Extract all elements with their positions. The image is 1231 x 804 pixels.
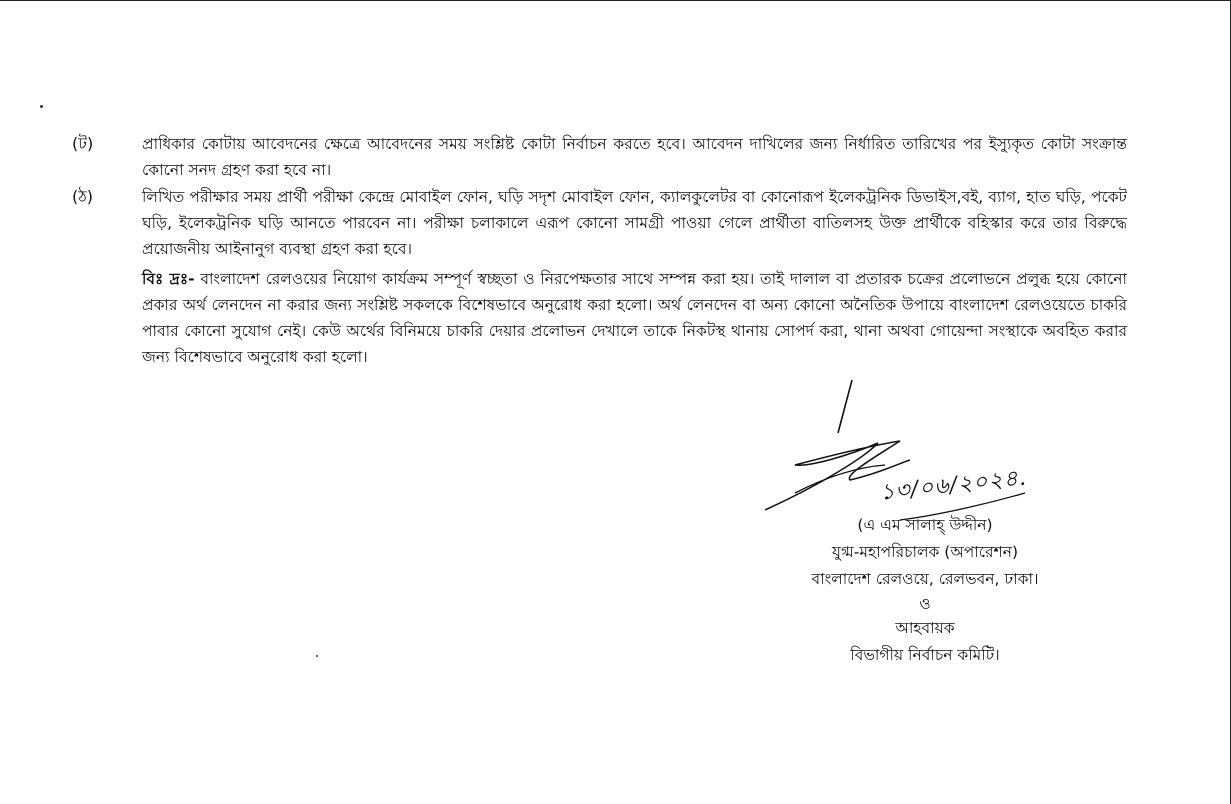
clause-text: প্রাধিকার কোটায় আবেদনের ক্ষেত্রে আবেদনের সময় সংশ্লিষ্ট কোটা নির্বাচন করতে হবে। আবেদন দাখিলের জন্য নির্ধারিত তারিখের পর ইস্যুকৃত কোটা সংক্রান্ত কোনো সনদ গ্রহণ করা হবে না। — [142, 135, 1127, 179]
clause-marker: (ট) — [72, 134, 94, 153]
clause-marker: (ঠ) — [72, 187, 94, 206]
conjunction: ও — [919, 595, 931, 613]
note-text: বাংলাদেশ রেলওয়ের নিয়োগ কার্যক্রম সম্পূর্ণ স্বচ্ছতা ও নিরপেক্ষতার সাথে সম্পন্ন করা হয়। তাই দালাল বা প্রতারক চক্রের প্রলোভনে প্রলুব্ধ হয়ে কোনো প্রকার অর্থ লেনদেন না করার জন্য সংশ্লিষ্ট সকলকে বিশেষভাবে অনুরোধ করা হলো। অর্থ লেনদেন বা অন্য কোনো অনৈতিক উপায়ে বাংলাদেশ রেলওয়েতে চাকরি পাবার কোনো সুযোগ নেই। কেউ অর্থের বিনিময়ে চাকরি দেয়ার প্রলোভন দেখালে তাকে নিকটস্থ থানায় সোপর্দ করা, থানা অথবা গোয়েন্দা সংস্থাকে অবহিত করার জন্য বিশেষভাবে অনুরোধ করা হলো। — [142, 270, 1127, 366]
note-label: বিঃ দ্রঃ- — [142, 270, 195, 288]
convener-role: আহবায়ক — [895, 619, 955, 637]
clause-text: লিখিত পরীক্ষার সময় প্রার্থী পরীক্ষা কেন্দ্রে মোবাইল ফোন, ঘড়ি সদৃশ মোবাইল ফোন, ক্যালকুলেটর বা কোনোরূপ ইলেকট্রনিক ডিভাইস,বই, ব্যাগ, হাত ঘড়ি, পকেট ঘড়ি, ইলেকট্রনিক ঘড়ি আনতে পারবেন না। পরীক্ষা চলাকালে এরূপ কোনো সামগ্রী পাওয়া গেলে প্রার্থীতা বাতিলসহ উক্ত প্রার্থীকে বহিস্কার করে তার বিরুদ্ধে প্রয়োজনীয় আইনানুগ ব্যবস্থা গ্রহণ করা হবে। — [142, 188, 1127, 258]
note-paragraph — [142, 266, 1127, 370]
clause-ta — [72, 131, 1132, 183]
clause-tha — [72, 184, 1132, 264]
scan-speck — [316, 655, 318, 657]
scan-speck — [40, 105, 43, 108]
signature-block — [740, 512, 1110, 669]
page-top-border — [0, 0, 1231, 1]
signatory-name: (এ এম সালাহ্ উদ্দীন) — [857, 516, 993, 534]
signatory-organization: বাংলাদেশ রেলওয়ে, রেলভবন, ঢাকা। — [811, 570, 1039, 588]
signatory-designation: যুগ্ম-মহাপরিচালক (অপারেশন) — [831, 543, 1019, 561]
handwritten-date: ১৩/০৬/২০২৪. — [878, 465, 1029, 506]
committee-name: বিভাগীয় নির্বাচন কমিটি। — [850, 646, 1000, 664]
